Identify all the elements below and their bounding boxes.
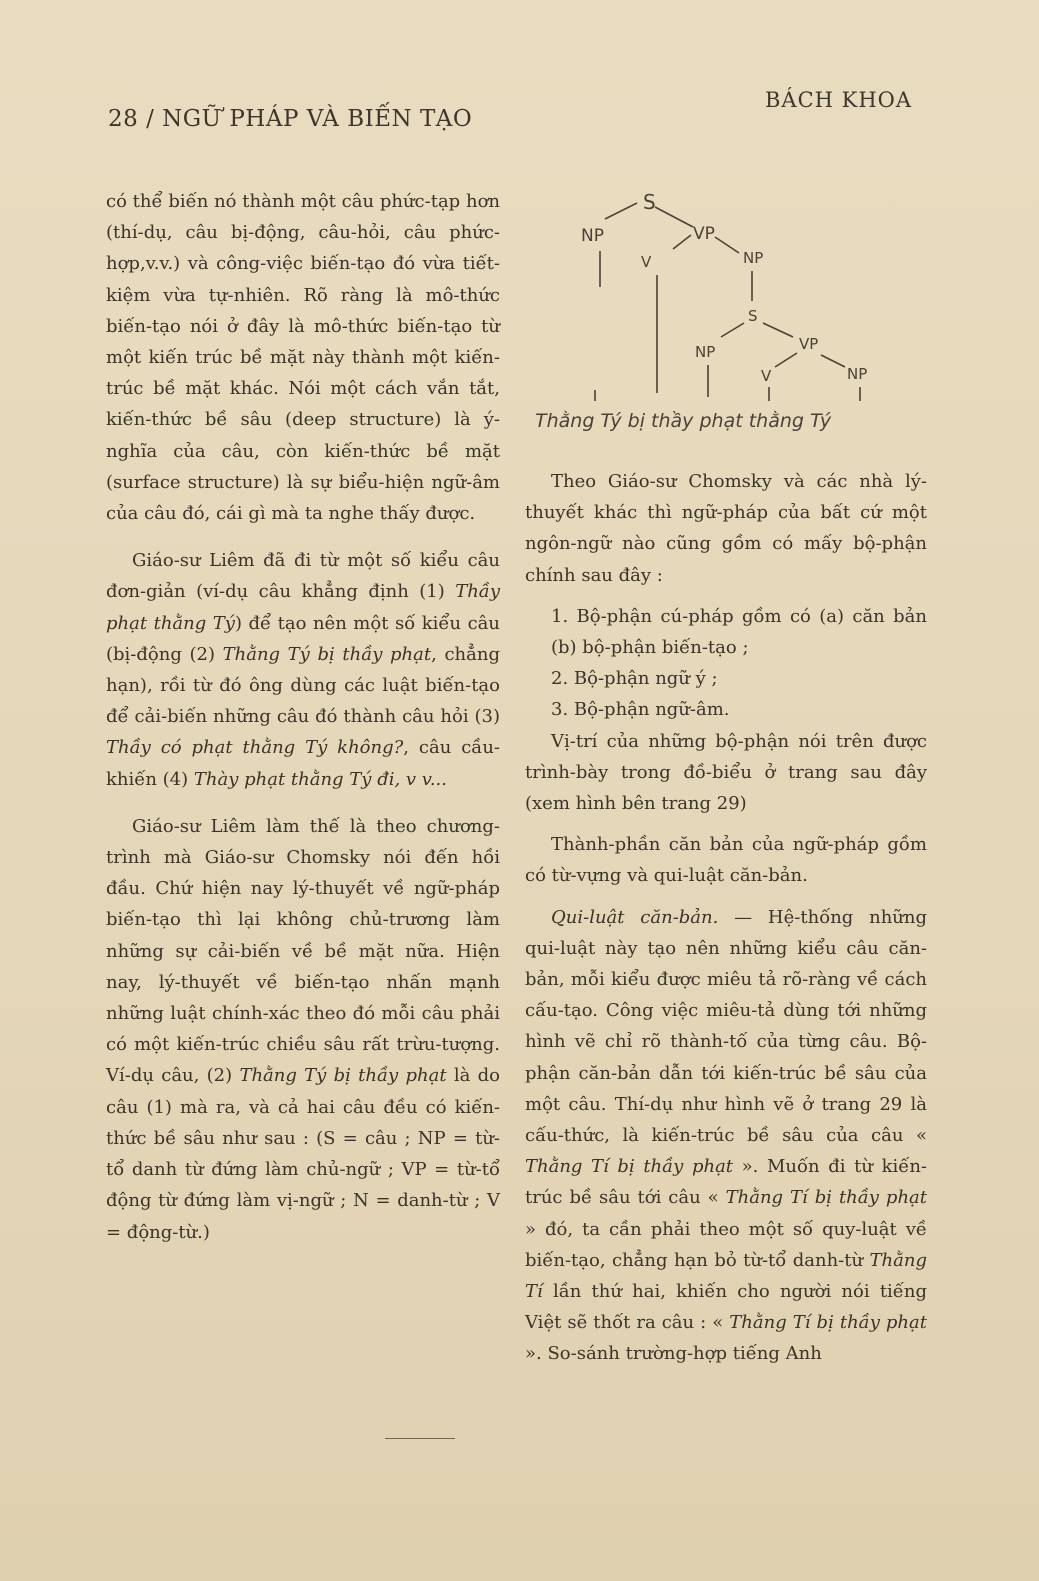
text-span: ». So-sánh trường-hợp tiếng Anh [525, 1343, 822, 1365]
text-span: Giáo-sư Liêm đã đi từ một số kiểu câu đơn-giản (ví-dụ câu khẳng định (1) [106, 550, 500, 603]
right-column [525, 466, 927, 1380]
end-rule [385, 1438, 455, 1439]
left-paragraph-3 [106, 811, 500, 1248]
text-span: lần thứ hai, khiến cho người nói tiếng Việt sẽ thốt ra câu : « [525, 1281, 927, 1334]
right-paragraph-1: Theo Giáo-sư Chomsky và các nhà lý-thuyết khác thì ngữ-pháp của bất cứ một ngôn-ngữ nào cũng gồm có mấy bộ-phận chính sau đây : [525, 471, 927, 586]
node-np-4: NP [847, 365, 868, 383]
node-v-1: V [641, 253, 652, 271]
diagram-caption: Thằng Tý bị thầy phạt thằng Tý [535, 410, 832, 432]
page-title: 28 / NGỮ PHÁP VÀ BIẾN TẠO [108, 106, 473, 132]
right-paragraph-4 [525, 902, 927, 1370]
example-sentence: Thằng Tí bị thầy phạt [725, 1187, 927, 1209]
edge [763, 323, 793, 337]
example-sentence: Thằng Tý bị thầy phạt [239, 1065, 447, 1087]
edge [605, 203, 637, 219]
edge [821, 355, 845, 367]
node-s-mid: S [748, 307, 758, 325]
syntax-tree-diagram [525, 175, 945, 460]
right-paragraph-3: Thành-phần căn bản của ngữ-pháp gồm có từ-vựng và qui-luật căn-bản. [525, 834, 927, 887]
example-sentence: Thầy phạt thằng Tý [106, 581, 500, 634]
section-heading: Qui-luật căn-bản. [551, 906, 719, 928]
example-sentence: Thằng Tí bị thầy phạt [525, 1156, 734, 1178]
node-np-2: NP [743, 249, 764, 267]
left-column [106, 186, 500, 1264]
example-sentence: Thằng Tý bị thầy phạt [222, 643, 432, 665]
text-span: Giáo-sư Liêm làm thế là theo chương-trình mà Giáo-sư Chomsky nói đến hồi đầu. Chứ hiện nay lý-thuyết về ngữ-pháp biến-tạo thì lại không chủ-trương làm những sự cải-biến về bề mặt nữa. Hiện nay, lý-thuyết về biến-tạo nhấn mạnh những luật chính-xác theo đó mỗi câu phải có một kiến-trúc chiều sâu rất trừu-tượng. Ví-dụ câu, (2) [106, 815, 500, 1087]
text-span: » đó, ta cần phải theo một số quy-luật về biến-tạo, chẳng hạn bỏ từ-tổ danh-từ [525, 1218, 927, 1271]
edge [655, 207, 693, 227]
node-s-top: S [643, 190, 656, 214]
node-vp-2: VP [799, 335, 819, 353]
edge [775, 353, 797, 367]
text-span: , chẳng hạn), rồi từ đó ông dùng các luật biến-tạo để cải-biến những câu đó thành câu hỏi (3) [106, 643, 500, 728]
text-span: ». Muốn đi từ kiến-trúc bề sâu tới câu « [525, 1156, 927, 1209]
example-sentence: Thằng Tí bị thầy phạt [729, 1312, 927, 1334]
example-sentence: Thày phạt thằng Tý đi, v v... [193, 768, 447, 790]
list-item: 3. Bộ-phận ngữ-âm. [551, 699, 730, 721]
example-sentence: Thằng Tí [525, 1249, 927, 1303]
list-item: 2. Bộ-phận ngữ ý ; [551, 668, 718, 690]
left-paragraph-1: có thể biến nó thành một câu phức-tạp hơn (thí-dụ, câu bị-động, câu-hỏi, câu phức-hợp,v.v.) và công-việc biến-tạo đó vừa tiết-kiệm vừa tự-nhiên. Rõ ràng là mô-thức biến-tạo nói ở đây là mô-thức biến-tạo từ một kiến trúc bề mặt này thành một kiến-trúc bề mặt khác. Nói một cách vắn tắt, kiến-thức bề sâu (deep structure) là ý-nghĩa của câu, còn kiến-thức bề mặt (surface structure) là sự biểu-hiện ngữ-âm của câu đó, cái gì mà ta nghe thấy được. [106, 191, 500, 525]
text-span: là do câu (1) mà ra, và cả hai câu đều có kiến-thức bề sâu như sau : (S = câu ; NP = từ-tổ danh từ đứng làm chủ-ngữ ; VP = từ-tổ động từ đứng làm vị-ngữ ; N = danh-từ ; V = động-từ.) [106, 1065, 500, 1243]
left-paragraph-2 [106, 545, 500, 795]
right-paragraph-2: Vị-trí của những bộ-phận nói trên được trình-bày trong đồ-biểu ở trang sau đây (xem hình bên trang 29) [525, 730, 927, 815]
node-vp-1: VP [693, 224, 715, 244]
text-span: — Hệ-thống những qui-luật này tạo nên những kiểu câu căn-bản, mỗi kiểu được miêu tả rõ-ràng về cách cấu-tạo. Công việc miêu-tả dùng tới những hình vẽ chỉ rõ thành-tố của từng câu. Bộ-phận căn-bản dẫn tới kiến-trúc bề sâu của một câu. Thí-dụ như hình vẽ ở trang 29 là cấu-thức, là kiến-trúc bề sâu của câu « [525, 906, 928, 1147]
edge [721, 323, 744, 337]
node-np-1: NP [581, 226, 604, 246]
edge [715, 237, 739, 253]
text-span: , câu cầu-khiến (4) [106, 737, 501, 790]
example-sentence: Thầy có phạt thằng Tý không? [106, 737, 404, 759]
list-item: 1. Bộ-phận cú-pháp gồm có (a) căn bản (b) bộ-phận biến-tạo ; [551, 605, 927, 659]
text-span: ) để tạo nên một số kiểu câu (bị-động (2) [106, 612, 500, 665]
node-np-3: NP [695, 343, 716, 361]
edge [673, 235, 691, 249]
journal-name: BÁCH KHOA [765, 88, 913, 112]
node-v-2: V [761, 367, 772, 385]
